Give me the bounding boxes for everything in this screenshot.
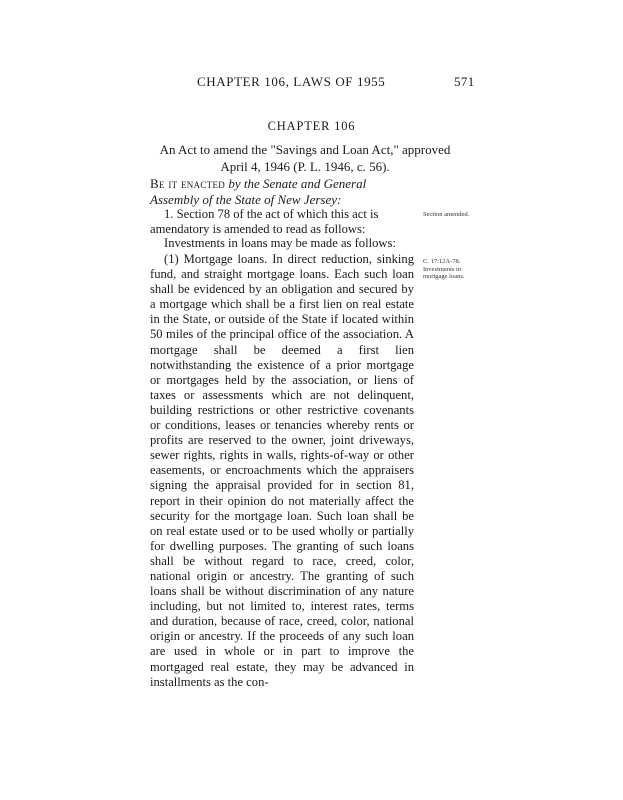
page-number: 571 (454, 74, 475, 89)
enacting-clause-lead: Be it enacted (150, 176, 226, 191)
section-paragraph: 1. Section 78 of the act of which this act is amendatory is amended to read as follows: (150, 207, 379, 237)
act-title: An Act to amend the "Savings and Loan Act," approved April 4, 1946 (P. L. 1946, c. 56). (159, 142, 451, 174)
enacting-clause-text: by the Senate and General Assembly of the State of New Jersey: (150, 176, 367, 207)
chapter-title: CHAPTER 106 (267, 119, 356, 133)
running-head: CHAPTER 106, LAWS OF 1955 (197, 74, 386, 89)
mortgage-loans-paragraph: (1) Mortgage loans. In direct reduction, sinking fund, and straight mortgage loans. Each such loan shall be evidenced by an obligation and secured by a mortgage which shall be a first lien on real estate in the State, or outside of the State if located within 50 miles of the principal office of the association. A mortgage shall be deemed a first lien notwithstanding the existence of a prior mortgage or mortgages held by the association, or liens of taxes or assessments which are not delinquent, building restrictions or other restrictive covenants or conditions, leases or tenancies whereby rents or profits are reserved to the owner, joint driveways, sewer rights, rights in walls, rights-of-way or other easements, or encroachments which the appraisers signing the appraisal provided for in section 81, report in their opinion do not materially affect the security for the mortgage loan. Such loan shall be on real estate used or to be used wholly or partially for dwelling purposes. The granting of such loans shall be without regard to race, creed, color, national origin or ancestry. The granting of such loans shall be without discrimination of any nature including, but not limited to, interest rates, terms and duration, because of race, creed, color, national origin or ancestry. If the proceeds of any such loan are used in whole or in part to improve the mortgaged real estate, they may be advanced in installments as the con- (150, 252, 414, 689)
margin-note-citation: C. 17:12A-78. Investments in mortgage loans. (423, 258, 465, 280)
investments-paragraph: Investments in loans may be made as follows: (164, 236, 396, 250)
margin-note-section-amended: Section amended. (423, 211, 470, 218)
enacting-clause (150, 176, 415, 208)
